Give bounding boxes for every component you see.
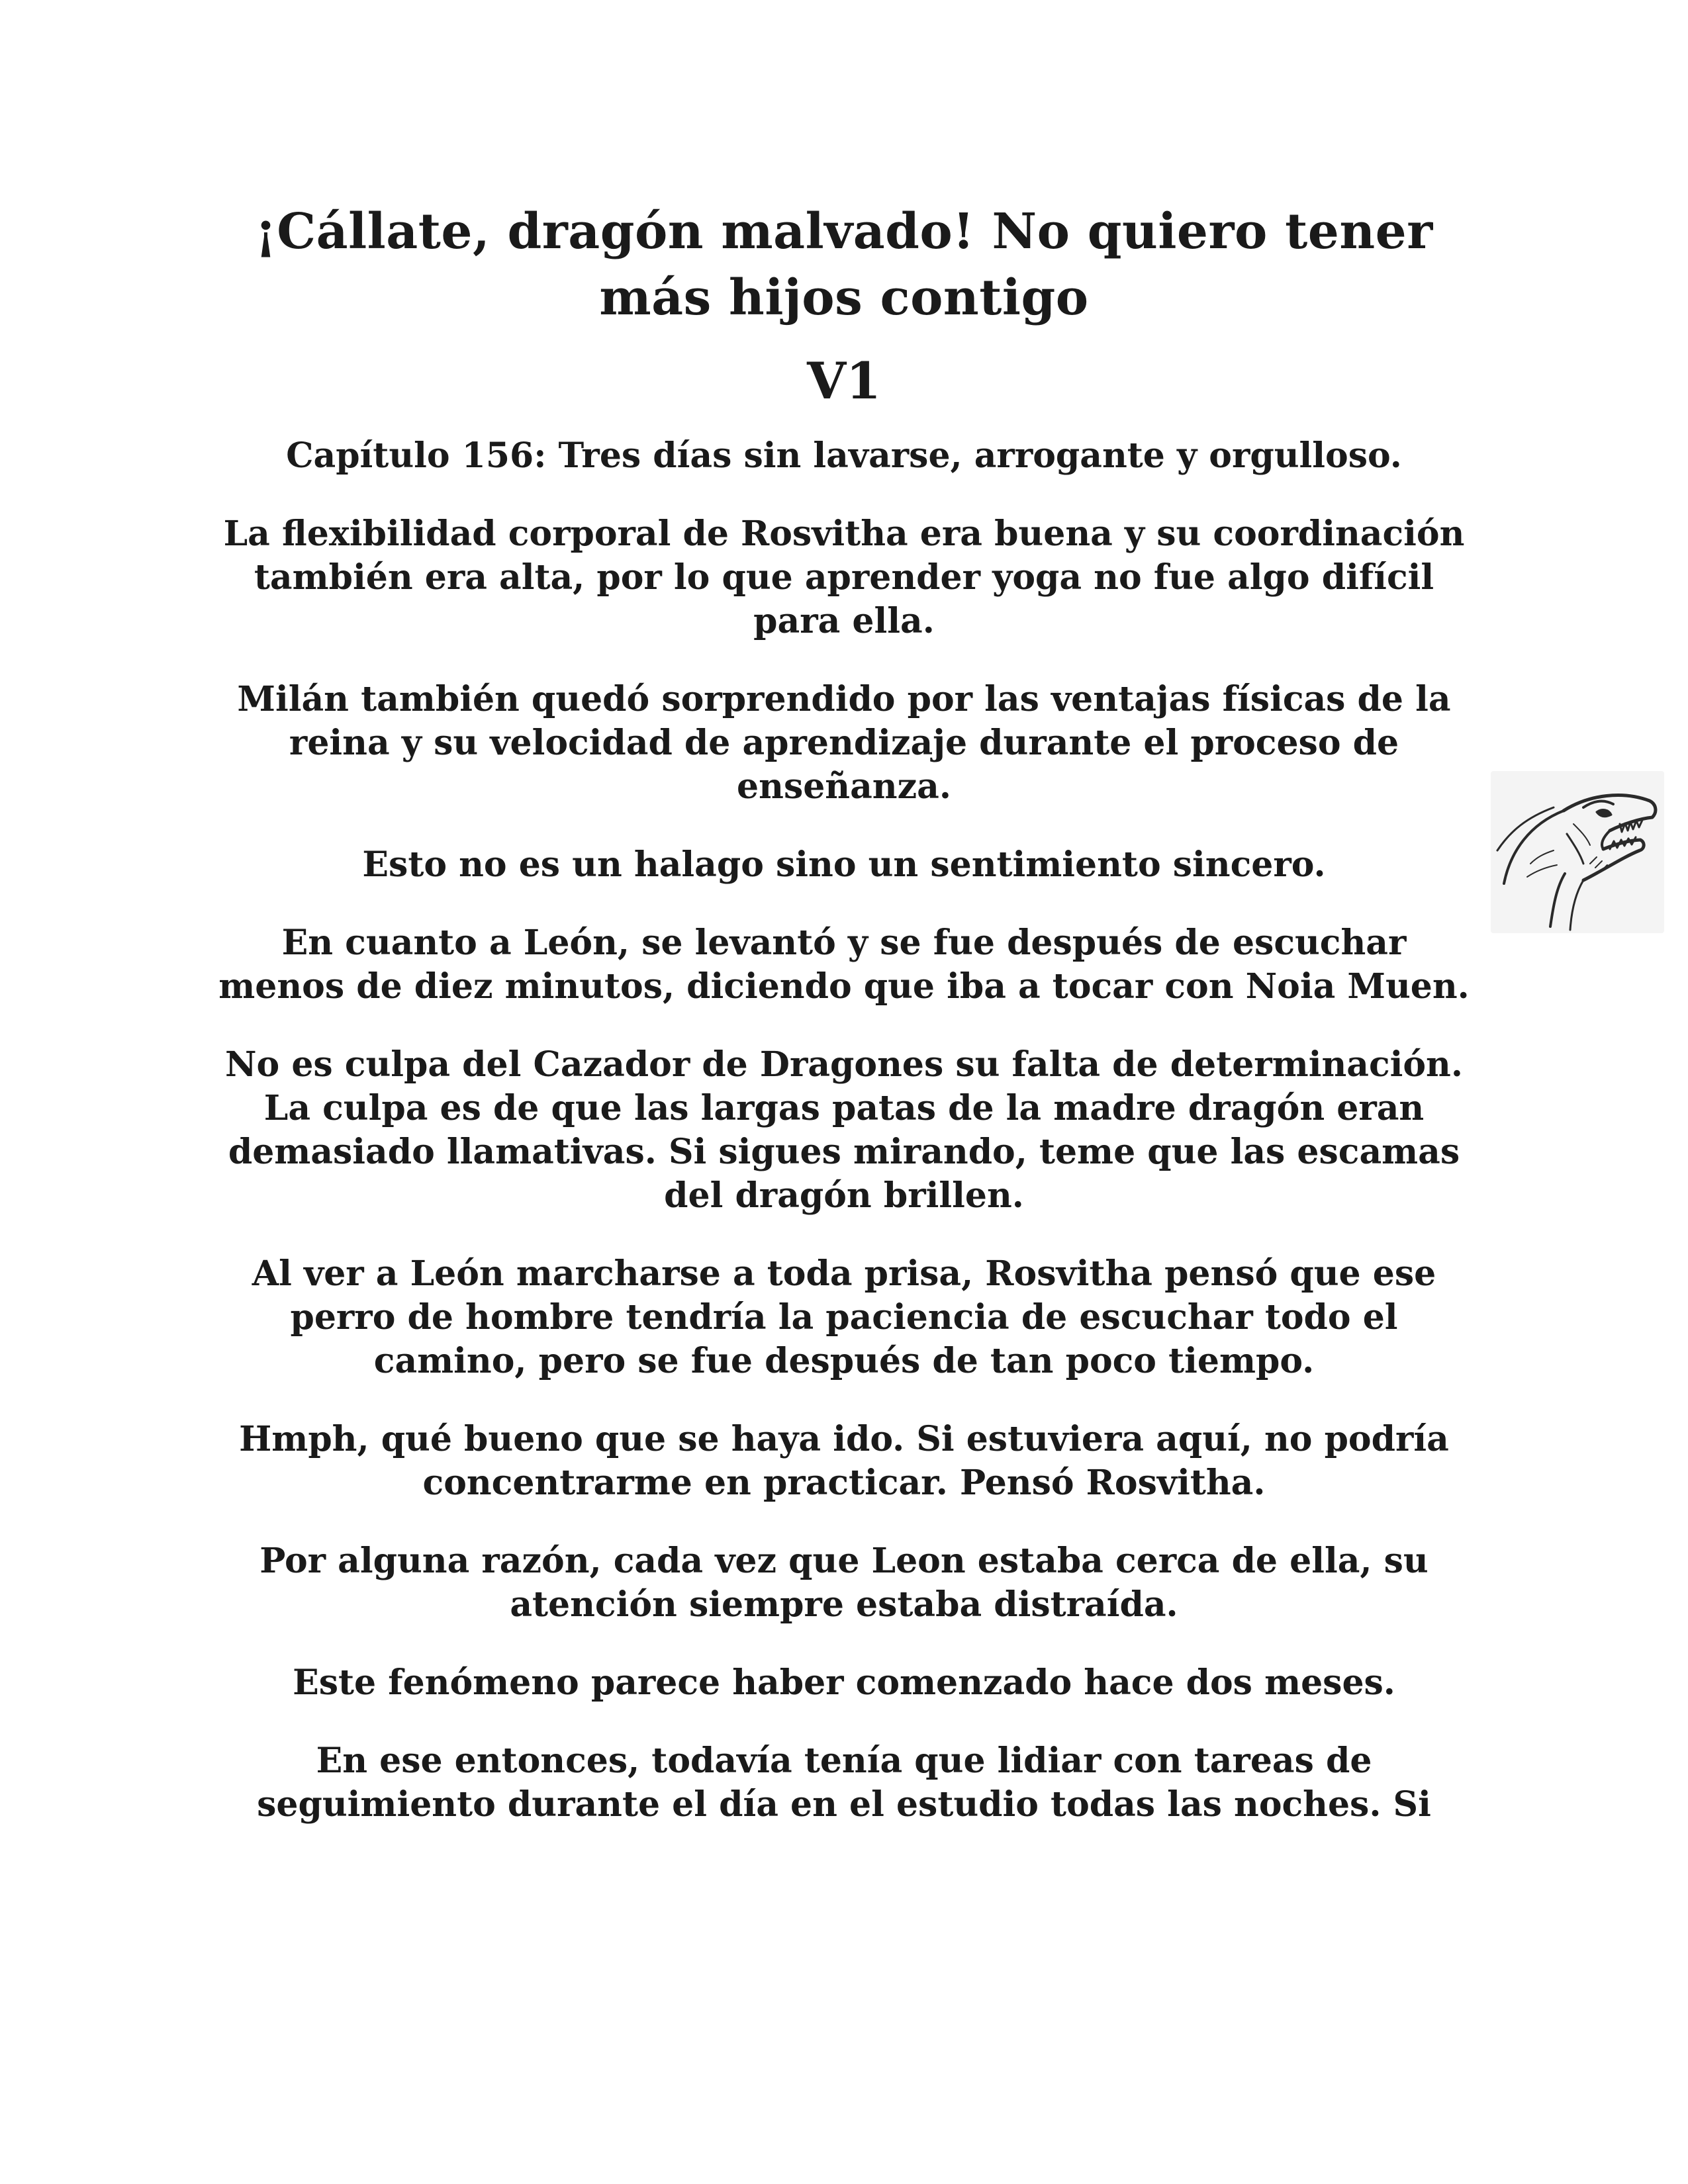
paragraph-9: Este fenómeno parece haber comenzado hace dos meses. — [293, 1662, 1395, 1703]
document-title-line-2: más hijos contigo — [599, 269, 1089, 326]
document-body — [218, 199, 1470, 1861]
document-title-line-1: ¡Cállate, dragón malvado! No quiero tener — [255, 203, 1433, 260]
paragraph-7: Hmph, qué bueno que se haya ido. Si estuviera aquí, no podría concentrarme en practicar. Pensó Rosvitha. — [239, 1419, 1449, 1503]
paragraph-8: Por alguna razón, cada vez que Leon estaba cerca de ella, su atención siempre estaba distraída. — [259, 1541, 1429, 1625]
document-title — [218, 199, 1470, 331]
chapter-heading: Capítulo 156: Tres días sin lavarse, arrogante y orgulloso. — [286, 435, 1402, 476]
paragraph-2: Milán también quedó sorprendido por las ventajas físicas de la reina y su velocidad de aprendizaje durante el proceso de enseñanza. — [237, 679, 1451, 807]
volume-label: V1 — [807, 351, 881, 410]
paragraph-3: Esto no es un halago sino un sentimiento sincero. — [362, 844, 1326, 885]
paragraph-5: No es culpa del Cazador de Dragones su falta de determinación. La culpa es de que las largas patas de la madre dragón eran demasiado llamativas. Si sigues mirando, teme que las escamas del dragón brillen. — [225, 1044, 1463, 1216]
dragon-head-sketch-icon — [1491, 771, 1664, 933]
paragraph-4: En cuanto a León, se levantó y se fue después de escuchar menos de diez minutos, diciendo que iba a tocar con Noia Muen. — [218, 923, 1470, 1007]
paragraph-10: En ese entonces, todavía tenía que lidiar con tareas de seguimiento durante el día en el estudio todas las noches. Si — [257, 1741, 1431, 1825]
paragraph-6: Al ver a León marcharse a toda prisa, Rosvitha pensó que ese perro de hombre tendría la paciencia de escuchar todo el camino, pero se fue después de tan poco tiempo. — [252, 1253, 1436, 1381]
paragraph-1: La flexibilidad corporal de Rosvitha era buena y su coordinación también era alta, por lo que aprender yoga no fue algo difícil para ella. — [223, 514, 1465, 641]
